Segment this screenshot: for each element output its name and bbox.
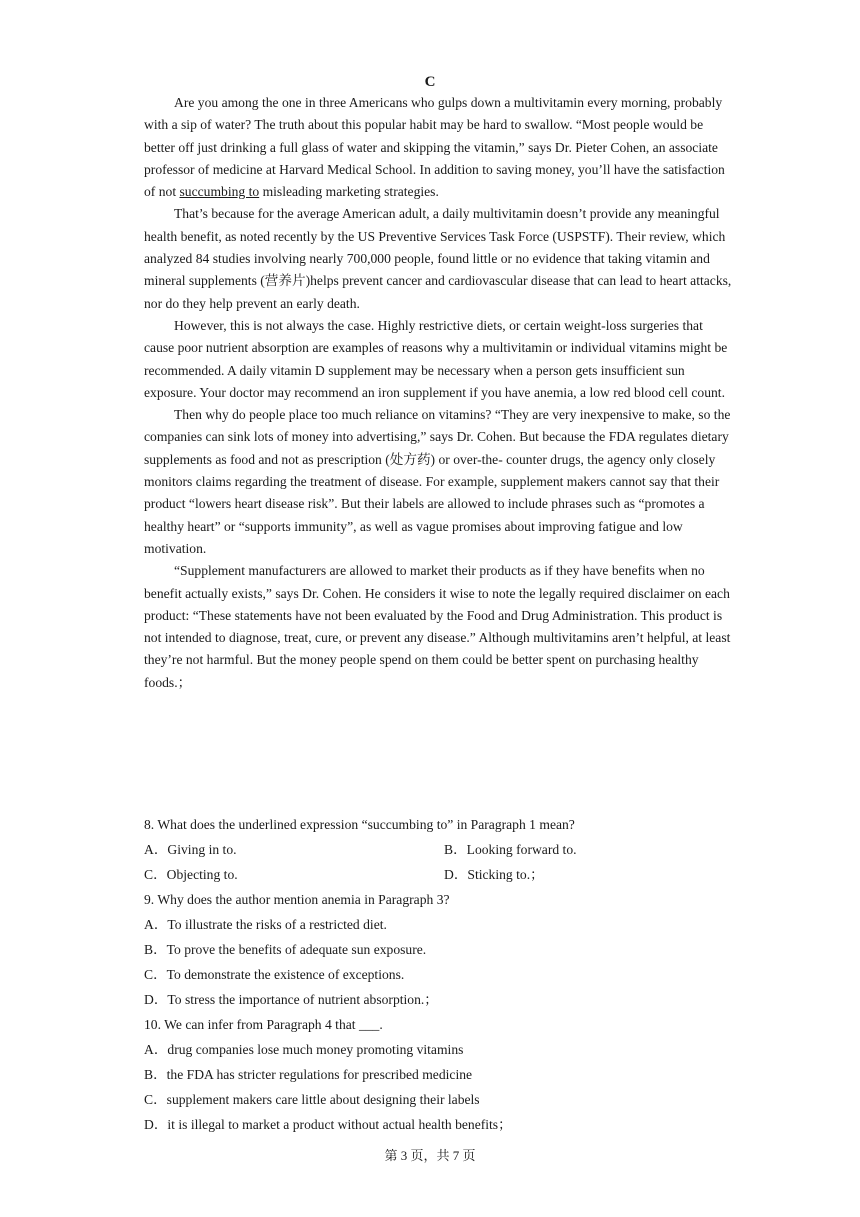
option-d: D．To stress the importance of nutrient absorption.； — [144, 992, 438, 1007]
question-10 — [144, 1012, 744, 1137]
option-d: D．it is illegal to market a product without actual health benefits； — [144, 1117, 512, 1132]
question-stem: 8. What does the underlined expression “succumbing to” in Paragraph 1 mean? — [144, 817, 575, 832]
paragraph-5: “Supplement manufacturers are allowed to market their products as if they have benefits when no benefit actually exists,” says Dr. Cohen. He considers it wise to note the legally required disclaimer on each product: “These statements have not been evaluated by the Food and Drug Administration. This product is not intended to diagnose, treat, cure, or prevent any disease.” Although multivitamins aren’t helpful, at least they’re not harmful. But the money people spend on them could be better spent on purchasing healthy foods.； — [144, 563, 731, 690]
question-list — [144, 812, 744, 1137]
option-d: D．Sticking to.； — [444, 867, 544, 882]
option-c: C．supplement makers care little about designing their labels — [144, 1092, 480, 1107]
option-a: A．Giving in to. — [144, 842, 237, 857]
option-b: B．Looking forward to. — [444, 842, 577, 857]
option-b: B．To prove the benefits of adequate sun exposure. — [144, 942, 427, 957]
option-b: B．the FDA has stricter regulations for prescribed medicine — [144, 1067, 473, 1082]
option-a: A．To illustrate the risks of a restricted diet. — [144, 917, 387, 932]
option-a: A．drug companies lose much money promoting vitamins — [144, 1042, 464, 1057]
paragraph-2: That’s because for the average American adult, a daily multivitamin doesn’t provide any meaningful health benefit, as noted recently by the US Preventive Services Task Force (USPSTF). Their review, which analyzed 84 studies involving nearly 700,000 people, found little or no evidence that taking vitamin and mineral supplements (营养片)helps prevent cancer and cardiovascular disease that can lead to heart attacks, nor do they help prevent an early death. — [144, 206, 732, 311]
section-heading: C — [424, 74, 436, 90]
question-9 — [144, 887, 744, 1012]
reading-passage — [144, 92, 734, 694]
question-stem: 9. Why does the author mention anemia in Paragraph 3? — [144, 892, 450, 907]
underlined-expression: succumbing to — [179, 184, 260, 200]
paragraph-1 — [144, 92, 734, 203]
question-8 — [144, 812, 744, 887]
option-row — [144, 862, 744, 887]
option-row — [144, 837, 744, 862]
paragraph-1-text: Are you among the one in three Americans who gulps down a multivitamin every morning, probably with a sip of water? The truth about this popular habit may be hard to swallow. “Most people would be better off just drinking a full glass of water and skipping the vitamin,” says Dr. Pieter Cohen, an associate professor of medicine at Harvard Medical School. In addition to saving money, you’ll have the satisfaction of not — [144, 95, 725, 200]
option-c: C．Objecting to. — [144, 867, 238, 882]
option-c: C．To demonstrate the existence of exceptions. — [144, 967, 405, 982]
paragraph-4: Then why do people place too much reliance on vitamins? “They are very inexpensive to make, so the companies can sink lots of money into advertising,” says Dr. Cohen. But because the FDA regulates dietary supplements as food and not as prescription (处方药) or over-the- counter drugs, the agency only closely monitors claims regarding the treatment of disease. For example, supplement makers cannot say that their product “lowers heart disease risk”. But their labels are allowed to include phrases such as “promotes a healthy heart” or “supports immunity”, as well as vague promises about improving fatigue and low motivation. — [144, 407, 731, 556]
paragraph-1-text-end: misleading marketing strategies. — [259, 184, 439, 200]
question-stem: 10. We can infer from Paragraph 4 that ___. — [144, 1017, 383, 1032]
page-footer: 第 3 页，共 7 页 — [384, 1148, 476, 1163]
paragraph-3: However, this is not always the case. Highly restrictive diets, or certain weight-loss surgeries that cause poor nutrient absorption are examples of reasons why a multivitamin or individual vitamins might be recommended. A daily vitamin D supplement may be necessary when a person gets insufficient sun exposure. Your doctor may recommend an iron supplement if you have anemia, a low red blood cell count. — [144, 317, 728, 400]
